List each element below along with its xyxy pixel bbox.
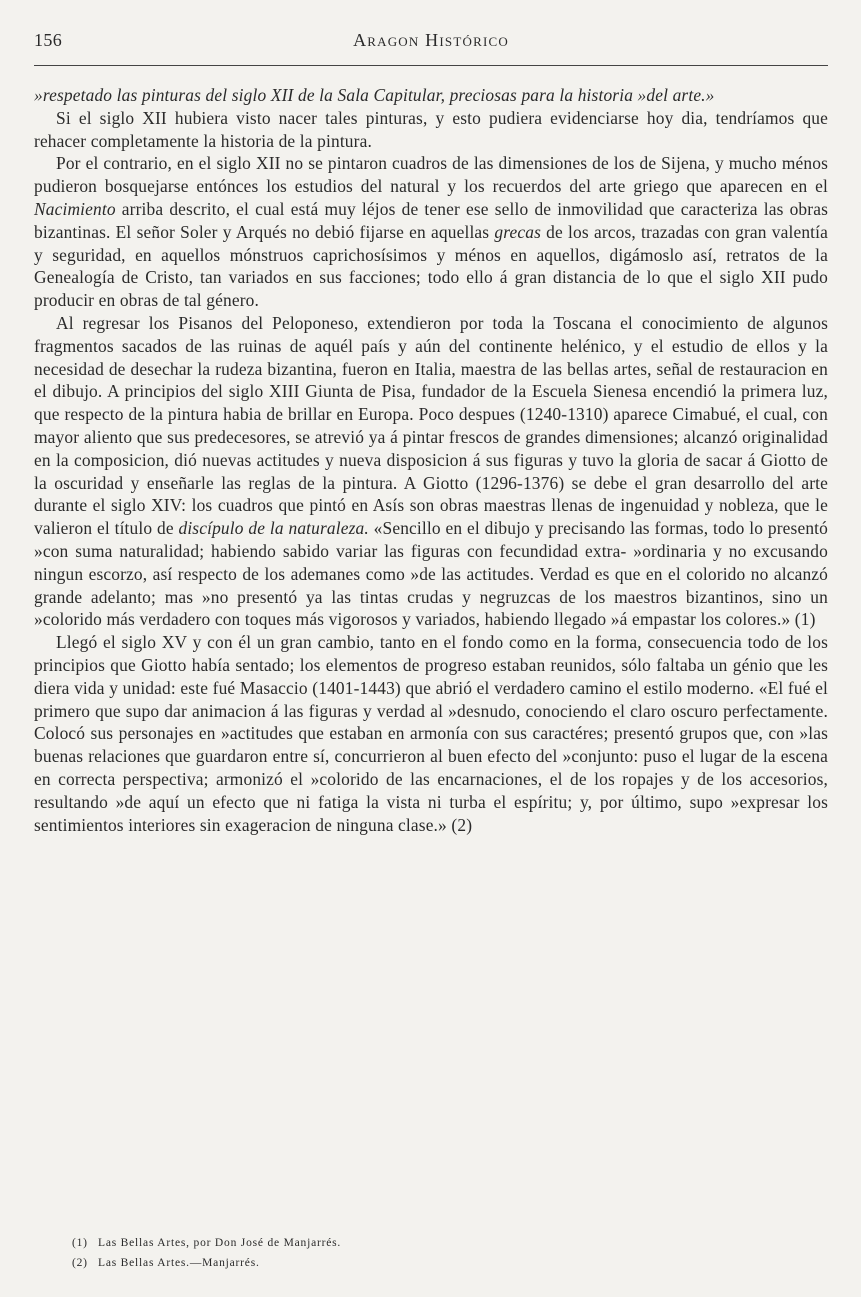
page-number: 156 [34, 30, 63, 50]
paragraph-3-italic-b: grecas [494, 221, 542, 242]
paragraph-2: Si el siglo XII hubiera visto nacer tales pinturas, y esto pudiera evidenciarse hoy dia, tendríamos que rehacer completamente la historia de la pintura. [34, 107, 828, 151]
footnote-2-text: Las Bellas Artes.—Manjarrés. [98, 1257, 260, 1269]
footnotes [72, 1233, 341, 1273]
paragraph-3-text-c: de los arcos, trazadas con gran valentía y seguridad, en aquellos mónstruos caprichosísimos y ménos en aquellos, digámoslo así, retratos de la Genealogía de Cristo, tan variados en sus facciones; todo ello á gran distancia de lo que el siglo XII pudo producir en obras de tal género. [34, 221, 828, 311]
italic-quote: »respetado las pinturas del siglo XII de la Sala Capitular, preciosas para la historia »del arte.» [34, 85, 715, 105]
footnote-1 [72, 1233, 341, 1253]
footnote-2 [72, 1253, 341, 1273]
paragraph-3-text-a: Por el contrario, en el siglo XII no se pintaron cuadros de las dimensiones de los de Sijena, y mucho ménos pudieron bosquejarse entónces los estudios del natural y los recuerdos del arte griego que aparecen en el [34, 153, 828, 197]
body-text [34, 84, 828, 836]
page-header [34, 30, 828, 58]
footnote-2-marker: (2) [72, 1257, 88, 1269]
paragraph-3-italic-a: Nacimiento [34, 198, 116, 219]
quote-continuation-paragraph [34, 84, 828, 107]
paragraph-4-text-b: «Sencillo en el dibujo y precisando las formas, todo lo presentó »con suma naturalidad; habiendo sabido variar las figuras con fecundidad extra- »ordinaria y no excusando ningun escorzo, así respecto de los ademanes como »de las actitudes. Verdad es que en el colorido no alcanzó grande adelanto; mas »no presentó ya las tintas crudas y negruzcas de los maestros bizantinos, sino un »colorido más verdadero con toques más vigorosos y variados, habiendo llegado »á empastar los colores.» (1) [34, 518, 828, 630]
footnote-1-text: Las Bellas Artes, por Don José de Manjarrés. [98, 1237, 342, 1249]
running-head-title: Aragon Histórico [353, 30, 509, 50]
paragraph-3 [34, 152, 828, 312]
paragraph-4 [34, 312, 828, 631]
paragraph-5: Llegó el siglo XV y con él un gran cambio, tanto en el fondo como en la forma, consecuencia todo de los principios que Giotto había sentado; los elementos de progreso estaban reunidos, sólo faltaba un génio que les diera vida y unidad: este fué Masaccio (1401-1443) que abrió el verdadero camino el estilo moderno. «El fué el primero que supo dar animacion á las figuras y verdad al »desnudo, conociendo el claro oscuro perfectamente. Colocó sus personajes en »actitudes que estaban en armonía con sus caractéres; presentó grupos que, con »las buenas relaciones que guardaron entre sí, concurrieron al buen efecto del »conjunto: puso el lugar de la escena en correcta perspectiva; armonizó el »colorido de las encarnaciones, el de los ropajes y de los accesorios, resultando »de aquí un efecto que ni fatiga la vista ni turba el espíritu; y, por último, supo »expresar los sentimientos interiores sin exageracion de ninguna clase.» (2) [34, 632, 828, 835]
paragraph-4-italic-a: discípulo de la naturaleza. [178, 518, 369, 539]
paragraph-3-text-b: arriba descrito, el cual está muy léjos de tener ese sello de inmovilidad que caracteriza las obras bizantinas. El señor Soler y Arqués no debió fijarse en aquellas [34, 198, 828, 242]
book-page [34, 18, 828, 1278]
header-rule [34, 65, 828, 66]
paragraph-4-text-a: Al regresar los Pisanos del Peloponeso, extendieron por toda la Toscana el conocimiento de algunos fragmentos sacados de las ruinas de aquél país y aún del continente helénico, y el estudio de ellos y la necesidad de desechar la rudeza bizantina, fueron en Italia, maestra de las bellas artes, señal de restauracion en el dibujo. A principios del siglo XIII Giunta de Pisa, fundador de la Escuela Sienesa encendió la primera luz, que respecto de la pintura habia de brillar en Europa. Poco despues (1240-1310) aparece Cimabué, el cual, con mayor aliento que sus predecesores, se atrevió ya á pintar frescos de grandes dimensiones; alcanzó originalidad en la composicion, dió nuevas actitudes y nueva disposicion á sus figuras y tuvo la gloria de sacar á Giotto de la oscuridad y enseñarle las reglas de la pintura. A Giotto (1296-1376) se debe el gran desarrollo del arte durante el siglo XIV: los cuadros que pintó en Asís son obras maestras llenas de ingenuidad y nobleza, que le valieron el título de [34, 312, 828, 539]
footnote-1-marker: (1) [72, 1237, 88, 1249]
